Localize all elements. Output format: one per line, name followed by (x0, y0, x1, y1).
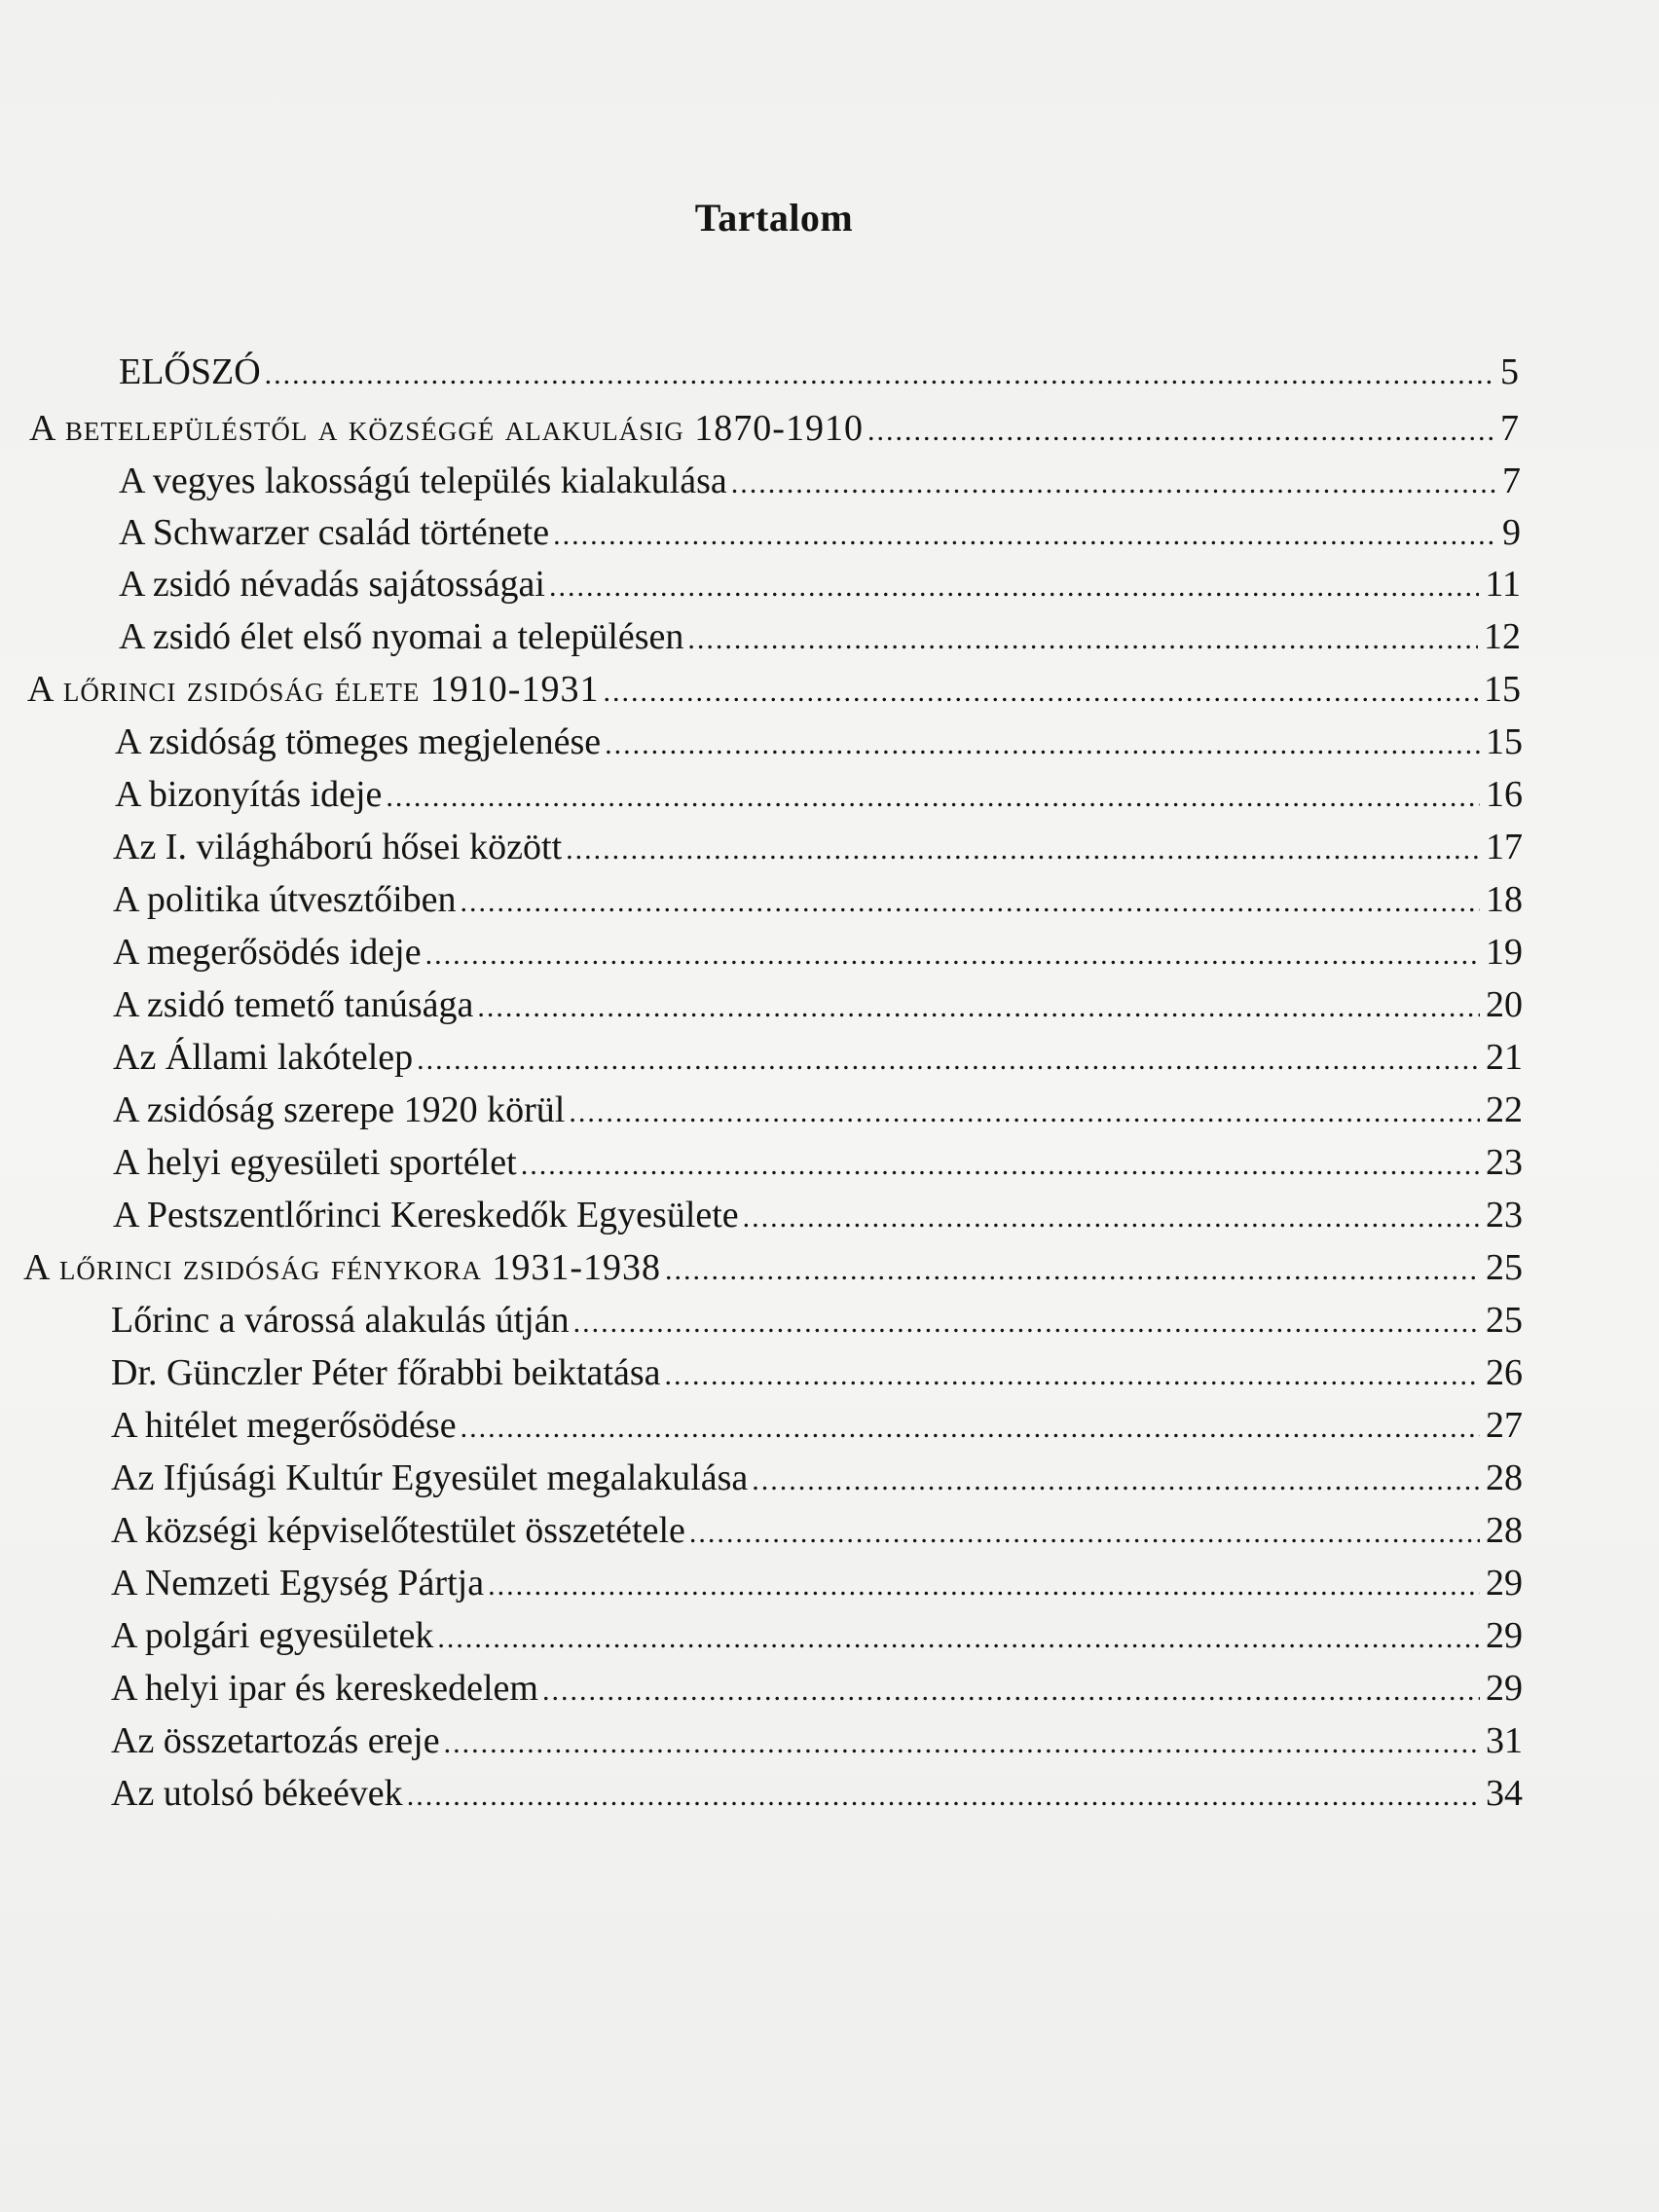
toc-entry-text: Az I. világháború hősei között (113, 827, 563, 867)
toc-entry (111, 1509, 1523, 1552)
toc-entry-text: A helyi egyesületi sportélet (113, 1142, 517, 1183)
dot-leader (549, 571, 1479, 604)
toc-entry (115, 773, 1523, 816)
toc-entry-page: 31 (1486, 1720, 1523, 1761)
toc-entry-page: 29 (1486, 1615, 1523, 1656)
toc-entry-page: 26 (1486, 1352, 1523, 1393)
toc-entry (113, 1088, 1523, 1131)
toc-entry-page: 28 (1486, 1510, 1523, 1551)
toc-entry-text: A zsidó névadás sajátosságai (119, 564, 545, 605)
toc-entry-page: 18 (1486, 879, 1523, 920)
toc-entry-page: 15 (1486, 721, 1523, 762)
toc-entry (113, 878, 1523, 921)
toc-chapter-2 (27, 668, 1521, 711)
toc-entry (119, 563, 1521, 606)
toc-entry-text: Az Ifjúsági Kultúr Egyesület megalakulása (111, 1457, 749, 1498)
dot-leader (437, 1622, 1480, 1655)
toc-entry-page: 23 (1486, 1142, 1523, 1183)
toc-entry-page: 29 (1486, 1668, 1523, 1709)
toc-entry-text: A vegyes lakosságú település kialakulása (119, 461, 727, 501)
dot-leader (425, 939, 1480, 972)
toc-entry (115, 720, 1523, 763)
toc-chapter-3 (23, 1246, 1523, 1289)
toc-entry-page: 7 (1502, 461, 1521, 501)
toc-entry (111, 1562, 1523, 1604)
toc-entry (119, 460, 1521, 502)
dot-leader (265, 358, 1494, 391)
toc-entry-page: 23 (1486, 1195, 1523, 1235)
toc-entry-page: 25 (1486, 1247, 1523, 1288)
dot-leader (407, 1780, 1480, 1813)
toc-entry-text: A hitélet megerősödése (111, 1405, 457, 1446)
toc-entry-text: Az Állami lakótelep (113, 1037, 414, 1078)
toc-entry-page: 21 (1486, 1037, 1523, 1078)
toc-entry (111, 1719, 1523, 1762)
toc-entry-page: 20 (1486, 984, 1523, 1025)
toc-entry-page: 7 (1500, 408, 1519, 449)
toc-entry-text: A megerősödés ideje (113, 932, 422, 973)
toc-entry (111, 1772, 1523, 1815)
toc-entry-page: 9 (1502, 512, 1521, 553)
toc-entry-page: 28 (1486, 1457, 1523, 1498)
toc-entry (113, 826, 1523, 868)
toc-entry-text: Dr. Günczler Péter főrabbi beiktatása (111, 1352, 661, 1393)
dot-leader (603, 676, 1478, 709)
toc-entry-text: Az utolsó békeévek (111, 1773, 403, 1814)
toc-entry-page: 22 (1486, 1089, 1523, 1130)
dot-leader (461, 1412, 1480, 1445)
dot-leader (665, 1359, 1481, 1392)
toc-entry-text: A zsidó temető tanúsága (113, 984, 474, 1025)
dot-leader (689, 1517, 1480, 1550)
toc-entry-text: A polgári egyesületek (111, 1615, 434, 1656)
toc-entry (119, 511, 1521, 554)
dot-leader (566, 833, 1480, 866)
toc-entry-text: A politika útvesztőiben (113, 879, 457, 920)
toc-entry-page: 29 (1486, 1563, 1523, 1604)
toc-entry-page: 11 (1485, 564, 1521, 605)
toc-entry-text: A zsidóság szerepe 1920 körül (113, 1089, 566, 1130)
dot-leader (605, 728, 1480, 761)
toc-entry-page: 15 (1484, 669, 1521, 710)
dot-leader (386, 781, 1480, 814)
toc-entry-text: A községi képviselőtestület összetétele (111, 1510, 685, 1551)
dot-leader (417, 1044, 1480, 1077)
toc-entry (119, 615, 1521, 658)
dot-leader (573, 1307, 1480, 1340)
toc-chapter-1 (29, 407, 1519, 450)
dot-leader (553, 519, 1496, 552)
dot-leader (743, 1201, 1480, 1235)
toc-entry (111, 1404, 1523, 1447)
toc-entry (111, 1614, 1523, 1657)
toc-entry (111, 1299, 1523, 1342)
dot-leader (569, 1096, 1480, 1129)
toc-entry-page: 5 (1500, 351, 1519, 392)
dot-leader (752, 1464, 1480, 1497)
toc-entry-text: Lőrinc a várossá alakulás útján (111, 1300, 570, 1341)
dot-leader (444, 1727, 1480, 1760)
toc-entry-text: ELŐSZÓ (119, 351, 261, 392)
toc-entry-page: 25 (1486, 1300, 1523, 1341)
toc-entry-eloszo (119, 350, 1519, 393)
toc-entry-text: A Schwarzer család története (119, 512, 550, 553)
toc-entry-text: A bizonyítás ideje (115, 774, 383, 815)
toc-entry (111, 1667, 1523, 1710)
dot-leader (521, 1149, 1480, 1182)
dot-leader (461, 886, 1480, 919)
toc-entry-page: 34 (1486, 1773, 1523, 1814)
dot-leader (731, 467, 1496, 500)
toc-entry-page: 19 (1486, 932, 1523, 973)
dot-leader (477, 991, 1480, 1024)
toc-entry-text: A zsidóság tömeges megjelenése (115, 721, 602, 762)
dot-leader (542, 1675, 1480, 1708)
toc-entry-page: 17 (1486, 827, 1523, 867)
dot-leader (867, 415, 1494, 448)
toc-entry-text: A zsidó élet első nyomai a településen (119, 616, 684, 657)
toc-entry (113, 931, 1523, 974)
toc-entry-page: 27 (1486, 1405, 1523, 1446)
toc-entry (111, 1351, 1523, 1394)
toc-entry-text: A helyi ipar és kereskedelem (111, 1668, 538, 1709)
toc-entry-text: A lőrinci zsidóság fénykora 1931-1938 (23, 1247, 662, 1288)
toc-entry-page: 12 (1484, 616, 1521, 657)
toc-entry (113, 1141, 1523, 1184)
toc-entry-text: A betelepüléstől a községgé alakulásig 1870-1910 (29, 408, 864, 449)
toc-entry (111, 1456, 1523, 1499)
toc-entry-text: A lőrinci zsidóság élete 1910-1931 (27, 669, 600, 710)
toc-entry (113, 983, 1523, 1026)
dot-leader (665, 1254, 1480, 1287)
toc-entry (113, 1036, 1523, 1079)
toc-entry-text: Az összetartozás ereje (111, 1720, 440, 1761)
toc-entry-text: A Nemzeti Egység Pártja (111, 1563, 485, 1604)
dot-leader (488, 1569, 1480, 1603)
toc-entry-text: A Pestszentlőrinci Kereskedők Egyesülete (113, 1195, 739, 1235)
dot-leader (687, 623, 1478, 656)
page-title: Tartalom (694, 196, 854, 240)
toc-entry (113, 1194, 1523, 1236)
toc-entry-page: 16 (1486, 774, 1523, 815)
